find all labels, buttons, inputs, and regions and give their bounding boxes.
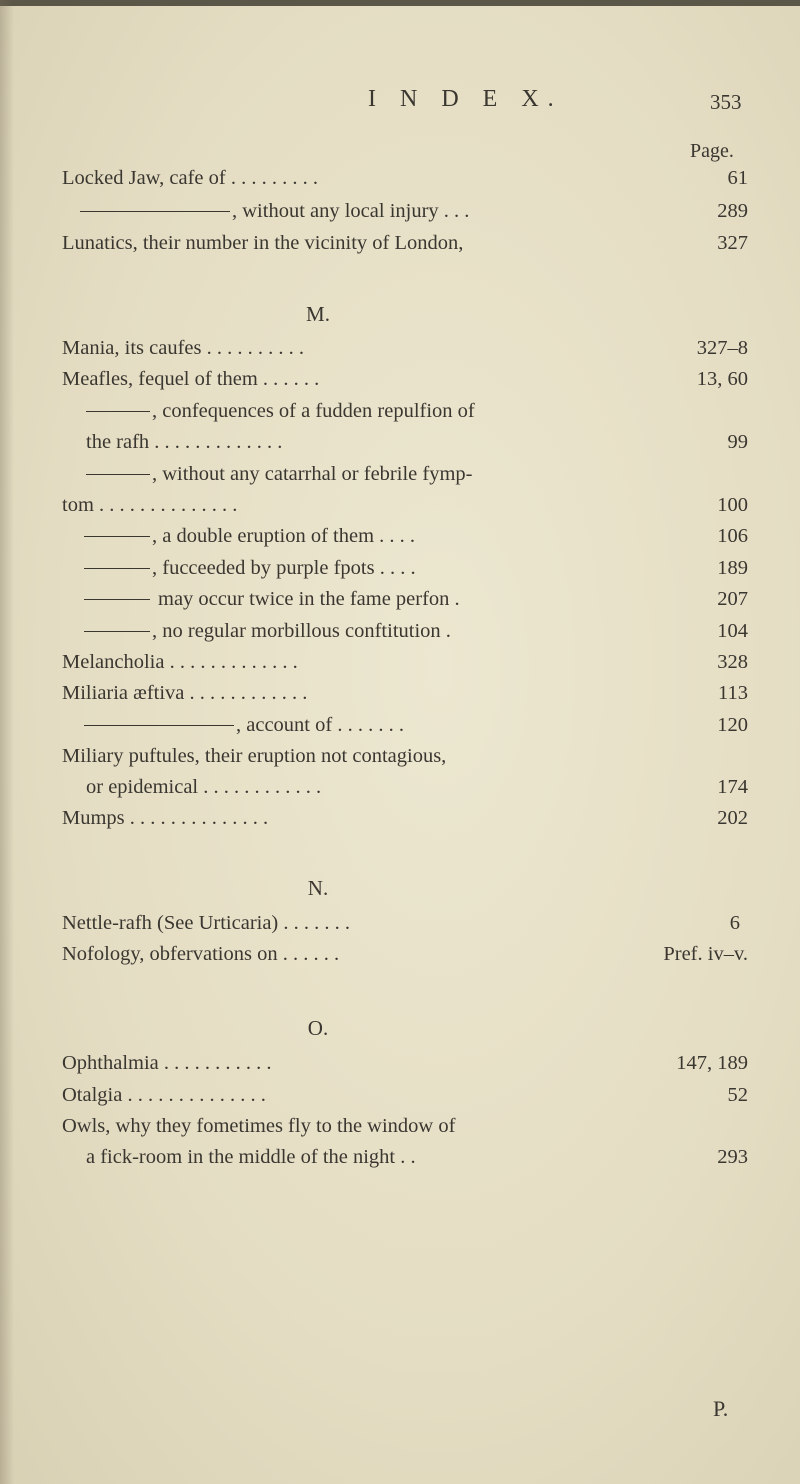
entry-label: Ophthalmia . . . . . . . . . . .: [62, 1052, 272, 1074]
entry-label: , account of . . . . . . .: [236, 714, 404, 736]
index-entry: [62, 741, 748, 771]
index-entry: [62, 939, 748, 969]
entry-page: 289: [717, 200, 748, 222]
entry-page: 106: [717, 525, 748, 547]
entry-page: 104: [717, 620, 748, 642]
entry-page: 99: [727, 431, 748, 453]
entry-page: 100: [717, 494, 748, 516]
entry-page: 113: [718, 682, 748, 704]
entry-page: 202: [717, 807, 748, 829]
entry-label: Locked Jaw, cafe of . . . . . . . . .: [62, 167, 318, 189]
ditto-dash: [84, 599, 150, 601]
index-entry: [62, 163, 748, 193]
index-entry: [62, 333, 748, 363]
entry-label: , confequences of a fudden repulfion of: [152, 400, 475, 422]
index-entry: [62, 678, 748, 708]
entry-label: , no regular morbillous conftitution .: [152, 620, 451, 642]
ditto-dash: [84, 631, 150, 633]
entry-page: 293: [717, 1146, 748, 1168]
entry-label: Lunatics, their number in the vicinity of London,: [62, 232, 464, 254]
index-entry: [62, 427, 748, 457]
index-entry: [62, 396, 748, 426]
ditto-dash: [84, 536, 150, 538]
entry-label: Mania, its caufes . . . . . . . . . .: [62, 337, 304, 359]
entry-label: the rafh . . . . . . . . . . . . .: [86, 431, 283, 453]
entry-label: may occur twice in the fame perfon .: [158, 588, 460, 610]
entry-label: Miliaria æftiva . . . . . . . . . . . .: [62, 682, 308, 704]
entry-page: 13, 60: [696, 368, 748, 390]
ditto-dash: [86, 411, 150, 413]
entry-label: Owls, why they fometimes fly to the window of: [62, 1115, 456, 1137]
index-entry: [62, 584, 748, 614]
entry-label: a fick-room in the middle of the night . .: [86, 1146, 416, 1168]
index-entry: [62, 1142, 748, 1172]
index-entry: [62, 772, 748, 802]
entry-page: 174: [717, 776, 748, 798]
page-top-edge: [0, 0, 800, 6]
index-entry: [62, 521, 748, 551]
entry-label: Melancholia . . . . . . . . . . . . .: [62, 651, 298, 673]
entry-label: Otalgia . . . . . . . . . . . . . .: [62, 1084, 266, 1106]
page-column-label: Page.: [690, 140, 734, 162]
index-entry: [62, 1048, 748, 1078]
index-entry: [62, 1080, 748, 1110]
index-entry: [62, 459, 748, 489]
index-entry: [62, 490, 748, 520]
entry-page: 120: [717, 714, 748, 736]
index-entry: [62, 908, 748, 938]
entry-page: 61: [727, 167, 748, 189]
index-entry: [62, 553, 748, 583]
index-title: I N D E X.: [368, 86, 563, 112]
ditto-dash: [80, 211, 230, 213]
entry-page: 189: [717, 557, 748, 579]
section-heading-o: O.: [307, 1016, 329, 1040]
entry-label: , without any catarrhal or febrile fymp-: [152, 463, 473, 485]
entry-page: 207: [717, 588, 748, 610]
index-entry: [62, 803, 748, 833]
ditto-dash: [84, 725, 234, 727]
entry-label: Meafles, fequel of them . . . . . .: [62, 368, 320, 390]
entry-label: or epidemical . . . . . . . . . . . .: [86, 776, 322, 798]
entry-label: Nettle-rafh (See Urticaria) . . . . . . .: [62, 912, 351, 934]
ditto-dash: [86, 474, 150, 476]
entry-label: , without any local injury . . .: [232, 200, 470, 222]
index-entry: [62, 616, 748, 646]
entry-page: 6: [729, 912, 740, 934]
entry-page: Pref. iv–v.: [663, 943, 748, 965]
entry-label: , a double eruption of them . . . .: [152, 525, 416, 547]
section-heading-n: N.: [307, 876, 329, 900]
entry-label: Mumps . . . . . . . . . . . . . .: [62, 807, 269, 829]
entry-page: 327: [717, 232, 748, 254]
catchword: P.: [713, 1396, 729, 1421]
entry-page: 328: [717, 651, 748, 673]
page-gutter-shadow: [0, 0, 14, 1484]
index-entry: [62, 710, 748, 740]
index-entry: [62, 647, 748, 677]
index-entry: [62, 1111, 748, 1141]
index-entry: [62, 228, 748, 258]
running-header: [0, 86, 800, 126]
entry-page: 327–8: [696, 337, 748, 359]
entry-label: tom . . . . . . . . . . . . . .: [62, 494, 238, 516]
ditto-dash: [84, 568, 150, 570]
entry-page: 52: [727, 1084, 748, 1106]
section-heading-m: M.: [306, 302, 330, 326]
entry-label: Miliary puftules, their eruption not contagious,: [62, 745, 447, 767]
entry-page: 147, 189: [676, 1052, 748, 1074]
entry-label: Nofology, obfervations on . . . . . .: [62, 943, 340, 965]
entry-label: , fucceeded by purple fpots . . . .: [152, 557, 416, 579]
index-entry: [62, 364, 748, 394]
index-entry: [62, 196, 748, 226]
page-number: 353: [710, 90, 742, 114]
